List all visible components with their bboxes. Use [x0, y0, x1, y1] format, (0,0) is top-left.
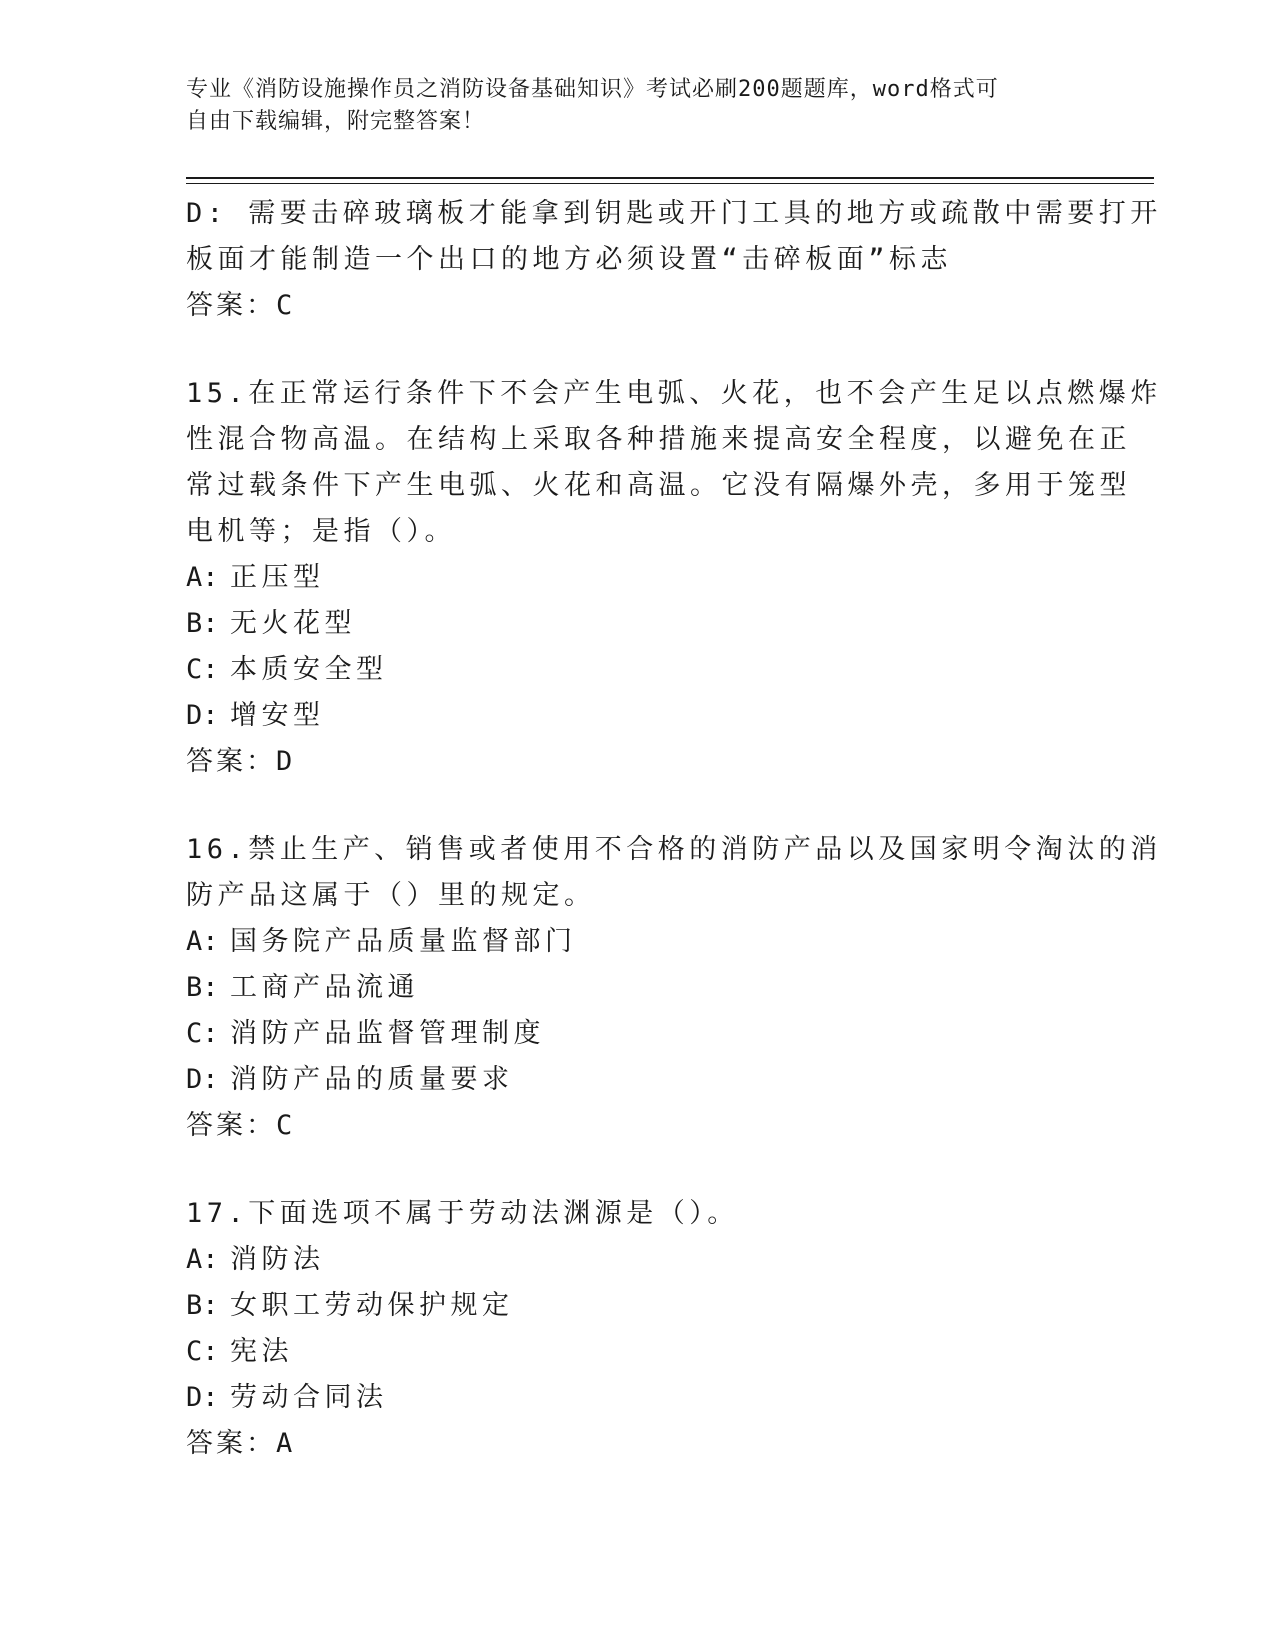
option-letter: D:	[186, 1382, 219, 1413]
option-letter: A:	[186, 1244, 219, 1275]
spacer	[186, 785, 1086, 827]
option-c	[186, 647, 1086, 693]
document-header	[186, 74, 1066, 138]
question-stem-line: 15.在正常运行条件下不会产生电弧、火花，也不会产生足以点燃爆炸	[186, 378, 1162, 409]
option-text: 女职工劳动保护规定	[230, 1290, 514, 1321]
option-a	[186, 919, 1086, 965]
header-line-2: 自由下载编辑，附完整答案！	[186, 109, 486, 134]
option-text: 消防产品的质量要求	[230, 1064, 514, 1095]
option-text: 消防法	[230, 1244, 325, 1275]
option-text: 本质安全型	[230, 654, 388, 685]
option-letter: A:	[186, 562, 219, 593]
prev-answer: 答案：C	[186, 290, 296, 321]
option-text: 无火花型	[230, 608, 356, 639]
option-text: 增安型	[230, 700, 325, 731]
option-text: 正压型	[230, 562, 325, 593]
answer: 答案：A	[186, 1428, 296, 1459]
header-divider-thick	[186, 177, 1154, 179]
option-text: 劳动合同法	[230, 1382, 388, 1413]
option-letter: D:	[186, 1064, 219, 1095]
question-17	[186, 1191, 1086, 1467]
option-text: 工商产品流通	[230, 972, 419, 1003]
header-divider-thin	[186, 183, 1154, 184]
option-d	[186, 693, 1086, 739]
spacer	[186, 1149, 1086, 1191]
option-text: 宪法	[230, 1336, 293, 1367]
question-stem-line: 电机等；是指（）。	[186, 516, 456, 547]
prev-option-d-line-1: D: 需要击碎玻璃板才能拿到钥匙或开门工具的地方或疏散中需要打开	[186, 198, 1162, 229]
question-15	[186, 371, 1162, 785]
option-text: 国务院产品质量监督部门	[230, 926, 577, 957]
prev-question	[186, 191, 1162, 329]
question-stem-line: 性混合物高温。在结构上采取各种措施来提高安全程度，以避免在正	[186, 424, 1131, 455]
option-letter: C:	[186, 654, 219, 685]
option-b	[186, 601, 1086, 647]
question-stem-line: 常过载条件下产生电弧、火花和高温。它没有隔爆外壳，多用于笼型	[186, 470, 1131, 501]
option-letter: C:	[186, 1336, 219, 1367]
answer: 答案：C	[186, 1110, 296, 1141]
option-a	[186, 555, 1086, 601]
option-b	[186, 965, 1086, 1011]
question-stem-line: 防产品这属于（）里的规定。	[186, 880, 596, 911]
option-letter: B:	[186, 1290, 219, 1321]
option-text: 消防产品监督管理制度	[230, 1018, 545, 1049]
option-b	[186, 1283, 1086, 1329]
question-16	[186, 827, 1162, 1149]
option-a	[186, 1237, 1086, 1283]
option-letter: C:	[186, 1018, 219, 1049]
option-letter: D:	[186, 700, 219, 731]
question-content	[186, 191, 1162, 1467]
option-c	[186, 1329, 1086, 1375]
option-letter: A:	[186, 926, 219, 957]
question-stem-line: 17.下面选项不属于劳动法渊源是（）。	[186, 1198, 739, 1229]
option-letter: B:	[186, 972, 219, 1003]
prev-option-d-line-2: 板面才能制造一个出口的地方必须设置“击碎板面”标志	[186, 244, 953, 275]
option-d	[186, 1057, 1086, 1103]
header-line-1: 专业《消防设施操作员之消防设备基础知识》考试必刷200题题库，word格式可	[186, 77, 999, 102]
option-c	[186, 1011, 1086, 1057]
answer: 答案：D	[186, 746, 296, 777]
spacer	[186, 329, 1086, 371]
option-d	[186, 1375, 1086, 1421]
option-letter: B:	[186, 608, 219, 639]
question-stem-line: 16.禁止生产、销售或者使用不合格的消防产品以及国家明令淘汰的消	[186, 834, 1162, 865]
